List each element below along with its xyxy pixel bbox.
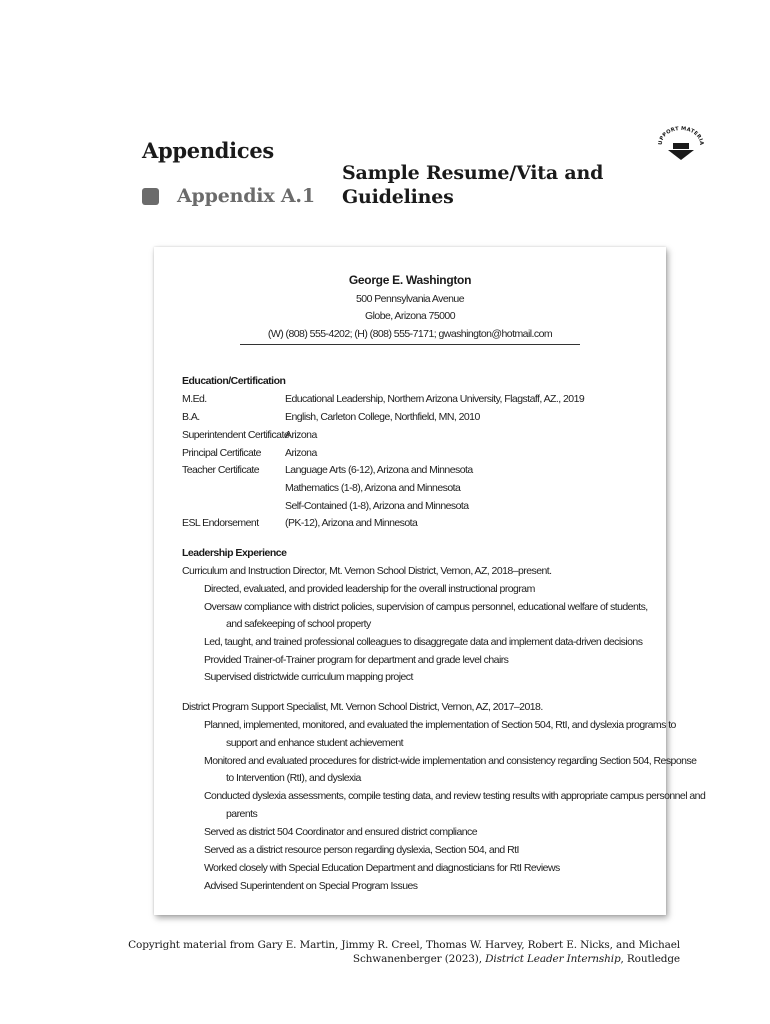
duty-line: Supervised districtwide curriculum mapping project [204,671,413,683]
copyright-line1: Copyright material from Gary E. Martin, Jimmy R. Creel, Thomas W. Harvey, Robert E. Nicks, and Michael [128,939,680,951]
education-value: Mathematics (1-8), Arizona and Minnesota [285,482,461,494]
duty-line: and safekeeping of school property [226,618,371,630]
duty-line: Advised Superintendent on Special Program Issues [204,880,418,892]
position-title: District Program Support Specialist, Mt. Vernon School District, Vernon, AZ, 2017–2018. [182,701,543,713]
contact-line: (W) (808) 555-4202; (H) (808) 555-7171; gwashington@hotmail.com [267,328,553,340]
education-value: Arizona [285,447,317,459]
address-line1: 500 Pennsylvania Avenue [355,293,464,305]
education-label: ESL Endorsement [182,517,259,529]
resume-document [154,247,706,915]
appendix-label: Appendix A.1 [177,185,315,207]
appendix-label-row [142,184,315,208]
duty-line: to Intervention (RtI), and dyslexia [226,772,361,784]
duty-line: Led, taught, and trained professional colleagues to disaggregate data and implement data-driven decisions [204,636,643,648]
education-label: Superintendent Certificate [182,429,290,441]
leadership-heading: Leadership Experience [182,547,287,559]
duty-line: Provided Trainer-of-Trainer program for department and grade level chairs [204,654,509,666]
section-title-line1: Sample Resume/Vita and [342,162,604,184]
svg-text:SUPPORT MATERIAL [656,126,704,146]
education-value: Arizona [285,429,317,441]
appendices-title: Appendices [142,138,274,163]
duty-line: support and enhance student achievement [226,737,404,749]
copyright-line2-prefix: Schwanenberger (2023), [352,953,486,965]
education-value: Self-Contained (1-8), Arizona and Minnesota [285,500,469,512]
duty-line: Oversaw compliance with district policies, supervision of campus personnel, educational welfare of students, [204,601,648,613]
education-heading: Education/Certification [182,375,286,387]
section-title-line2: Guidelines [342,186,454,208]
duty-line: Directed, evaluated, and provided leadership for the overall instructional program [204,583,535,595]
education-value: Language Arts (6-12), Arizona and Minnesota [285,464,473,476]
section-title [342,161,642,209]
duty-line: Worked closely with Special Education Department and diagnosticians for RtI Reviews [204,862,560,874]
appendix-marker-icon [142,188,159,205]
copyright-notice [120,938,680,966]
badge-label: UPPORT MATERIA [657,126,705,146]
education-label: Principal Certificate [182,447,261,459]
address-line2: Globe, Arizona 75000 [365,310,455,322]
resume-name: George E. Washington [348,273,472,287]
duty-line: Conducted dyslexia assessments, compile testing data, and review testing results with appropriate campus personnel and [204,790,706,802]
duty-line: Served as district 504 Coordinator and ensured district compliance [204,826,478,838]
duty-line: Monitored and evaluated procedures for district-wide implementation and consistency regarding Section 504, Response [204,755,697,767]
education-label: Teacher Certificate [182,464,260,476]
position-title: Curriculum and Instruction Director, Mt. Vernon School District, Vernon, AZ, 2018–present. [182,565,552,577]
copyright-line2 [120,952,680,966]
education-label: B.A. [182,411,200,423]
copyright-book-title: District Leader Internship [485,953,621,965]
education-value: English, Carleton College, Northfield, MN, 2010 [285,411,480,423]
header-divider [240,344,580,345]
duty-line: parents [226,808,258,820]
education-value: Educational Leadership, Northern Arizona University, Flagstaff, AZ., 2019 [285,393,585,405]
education-value: (PK-12), Arizona and Minnesota [285,517,418,529]
copyright-line2-suffix: , Routledge [620,953,680,965]
duty-line: Planned, implemented, monitored, and evaluated the implementation of Section 504, RtI, and dyslexia programs to [204,719,676,731]
education-label: M.Ed. [182,393,207,405]
duty-line: Served as a district resource person regarding dyslexia, Section 504, and RtI [204,844,519,856]
support-material-download-icon[interactable] [656,126,706,166]
